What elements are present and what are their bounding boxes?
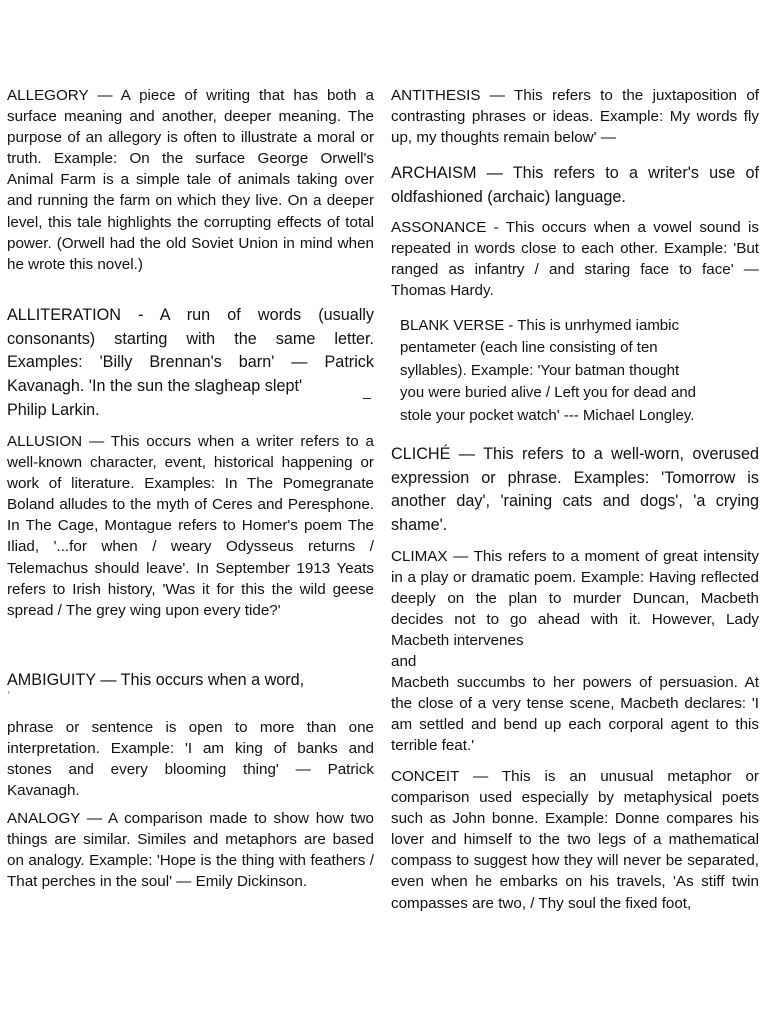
blank-verse-line: BLANK VERSE - This is unrhymed iambic bbox=[400, 317, 679, 334]
entry-archaism: ARCHAISM — This refers to a writer's use of oldfashioned (archaic) language. bbox=[391, 164, 759, 206]
entry-ambiguity-rest: phrase or sentence is open to more than one interpretation. Example: 'I am king of banks and stones and every blooming thing' — Patrick Kavanagh. bbox=[7, 719, 374, 800]
ambiguity-stray-mark: ' bbox=[8, 690, 10, 700]
entry-analogy: ANALOGY — A comparison made to show how two things are similar. Similes and metaphors are based on analogy. Example: 'Hope is the thing with feathers / That perches in the soul' — Emily Dickinson. bbox=[7, 810, 374, 891]
entry-climax-part1: CLIMAX — This refers to a moment of great intensity in a play or dramatic poem. Example: Having reflected deeply on the plan to murder Duncan, Macbeth decides not to go ahead with it. However, Lady Macbeth intervenes bbox=[391, 548, 759, 650]
entry-allusion: ALLUSION — This occurs when a writer refers to a well-known character, event, historical happening or work of literature. Examples: In The Pomegranate Boland alludes to the myth of Ceres and Peresphone. In The Cage, Montague refers to Homer's poem The Iliad, '...for when / weary Odysseus returns / Telemachus should leave'. In September 1913 Yeats refers to Irish history, 'Was it for this the wild geese spread / The grey wing upon every tide?' bbox=[7, 433, 374, 619]
entry-blank-verse bbox=[400, 315, 760, 427]
entry-ambiguity-head: AMBIGUITY — This occurs when a word, bbox=[7, 671, 305, 689]
blank-verse-line: stole your pocket watch' --- Michael Longley. bbox=[400, 406, 695, 424]
entry-cliche: CLICHÉ — This refers to a well-worn, overused expression or phrase. Examples: 'Tomorrow is another day', 'raining cats and dogs', 'a crying shame'. bbox=[391, 445, 759, 534]
blank-verse-line: syllables). Example: 'Your batman thought bbox=[400, 361, 680, 379]
blank-verse-line: pentameter (each line consisting of ten bbox=[400, 339, 658, 357]
entry-allegory: ALLEGORY — A piece of writing that has both a surface meaning and another, deeper meaning. The purpose of an allegory is often to illustrate a moral or truth. Example: On the surface George Orwell's Animal Farm is a simple tale of animals taking over and running the farm on which they live. On a deeper level, this tale highlights the corrupting effects of total power. (Orwell had the old Soviet Union in mind when he wrote this novel.) bbox=[7, 87, 374, 273]
alliteration-dash-mark: _ bbox=[363, 383, 371, 399]
entry-climax-and: and bbox=[391, 653, 417, 670]
entry-climax-part2: Macbeth succumbs to her powers of persuasion. At the close of a very tense scene, Macbeth declares: 'I am settled and bend up each corporal agent to this terrible feat.' bbox=[391, 674, 759, 755]
entry-antithesis: ANTITHESIS — This refers to the juxtaposition of contrasting phrases or ideas. Example: My words fly up, my thoughts remain below' — bbox=[391, 87, 759, 147]
blank-verse-line: you were buried alive / Left you for dead and bbox=[400, 384, 697, 402]
entry-conceit: CONCEIT — This is an unusual metaphor or comparison used especially by metaphysical poets such as John bonne. Example: Donne compares his lover and himself to the two legs of a mathematical compass to suggest how they will never be separated, even when he embarks on his travels, 'As stiff twin compasses are two, / Thy soul the fixed foot, bbox=[391, 768, 759, 912]
entry-assonance: ASSONANCE - This occurs when a vowel sound is repeated in words close to each other. Example: 'But ranged as infantry / and staring face to face' — Thomas Hardy. bbox=[391, 219, 759, 300]
entry-alliteration-end: Philip Larkin. bbox=[7, 401, 100, 419]
entry-alliteration: ALLITERATION - A run of words (usually consonants) starting with the same letter. Examples: 'Billy Brennan's barn' — Patrick Kavanagh. 'In the sun the slagheap slept' bbox=[7, 306, 374, 395]
